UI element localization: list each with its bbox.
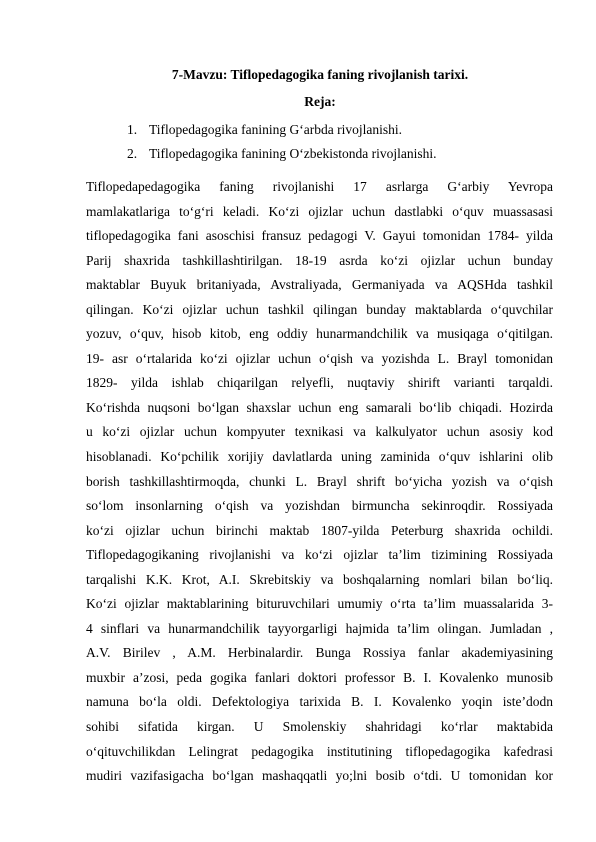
body-line: maktablar Buyuk britaniyada, Avstraliyada, Germaniyada va AQSHda tashkil xyxy=(86,277,553,293)
body-line: Ko‘rishda nuqsoni bo‘lgan shaxslar uchun eng samarali bo‘lib chiqadi. Hozirda xyxy=(86,399,553,415)
body-line: Ko‘zi ojizlar maktablarining bituruvchilari umumiy o‘rta ta’lim muassalarida 3- xyxy=(86,596,553,612)
body-line: A.V. Birilev , A.M. Herbinalardir. Bunga Rossiya fanlar akademiyasining xyxy=(86,645,553,661)
body-line: Tiflopedagogikaning rivojlanishi va ko‘zi ojizlar ta’lim tizimining Rossiyada xyxy=(86,547,553,563)
plan-item-text: Tiflopedagogika fanining O‘zbekistonda rivojlanishi. xyxy=(149,146,437,161)
body-line: namuna bo‘la oldi. Defektologiya tarixida B. I. Kovalenko yoqin iste’dodn xyxy=(86,694,553,710)
plan-item xyxy=(127,118,436,142)
body-line: Tiflopedapedagogika faning rivojlanishi 17 asrlarga G‘arbiy Yevropa xyxy=(86,179,553,194)
body-line: hisoblanadi. Ko‘pchilik xorijiy davlatlarda uning zaminida o‘quv ishlarini olib xyxy=(86,449,553,465)
body-line: borish tashkillashtirmoqda, chunki L. Brayl shrift bo‘yicha yozish va o‘qish xyxy=(86,473,553,489)
body-line: 4 sinflari va hunarmandchilik tayyorgarligi hajmida ta’lim olingan. Jumladan , xyxy=(86,620,553,636)
body-line: sohibi sifatida kirgan. U Smolenskiy shahridagi ko‘rlar maktabida xyxy=(86,719,553,735)
body-line: yozuv, o‘quv, hisob kitob, eng oddiy hunarmandchilik va musiqaga o‘qitilgan. xyxy=(86,326,553,342)
body-line: 19- asr o‘rtalarida ko‘zi ojizlar uchun o‘qish va yozishda L. Brayl tomonidan xyxy=(86,350,553,366)
body-line: Parij shaxrida tashkillashtirilgan. 18-19 asrda ko‘zi ojizlar uchun bunday xyxy=(86,252,553,268)
body-line: muxbir a’zosi, peda gogika fanlari doktori professor B. I. Kovalenko munosib xyxy=(86,669,553,685)
plan-item-number: 2. xyxy=(127,146,138,161)
body-line: ko‘zi ojizlar uchun birinchi maktab 1807-yilda Peterburg shaxrida ochildi. xyxy=(86,522,553,538)
body-line: tiflopedagogika fani asoschisi fransuz pedagogi V. Gayui tomonidan 1784- yilda xyxy=(86,228,553,244)
body-line: 1829- yilda ishlab chiqarilgan relyefli, nuqtaviy shirift varianti tarqaldi. xyxy=(86,375,553,391)
body-line: mamlakatlariga to‘g‘ri keladi. Ko‘zi ojizlar uchun dastlabki o‘quv muassasasi xyxy=(86,203,553,219)
body-line: u ko‘zi ojizlar uchun kompyuter texnikasi va kalkulyator uchun asosiy kod xyxy=(86,424,553,440)
document-title: 7-Mavzu: Tiflopedagogika faning rivojlanish tarixi. xyxy=(171,67,469,82)
plan-item-number: 1. xyxy=(127,122,138,137)
plan-list xyxy=(127,118,436,166)
plan-heading: Reja: xyxy=(304,94,336,109)
body-line: tarqalishi K.K. Krot, A.I. Skrebitskiy va boshqalarning nomlari bilan bo‘liq. xyxy=(86,571,553,587)
plan-item xyxy=(127,142,436,166)
body-line: so‘lom insonlarning o‘qish va yozishdan birmuncha sekinroqdir. Rossiyada xyxy=(86,498,553,514)
body-line: qilingan. Ko‘zi ojizlar uchun tashkil qilingan bunday maktablarda o‘quvchilar xyxy=(86,301,553,317)
body-line: o‘qituvchilikdan Lelingrat pedagogika institutining tiflopedagogika kafedrasi xyxy=(86,743,553,759)
plan-item-text: Tiflopedagogika fanining G‘arbda rivojlanishi. xyxy=(149,122,402,137)
body-line: mudiri vazifasigacha bo‘lgan mashaqqatli yo;lni bosib o‘tdi. U tomonidan kor xyxy=(86,768,553,784)
body-paragraph xyxy=(86,175,553,789)
